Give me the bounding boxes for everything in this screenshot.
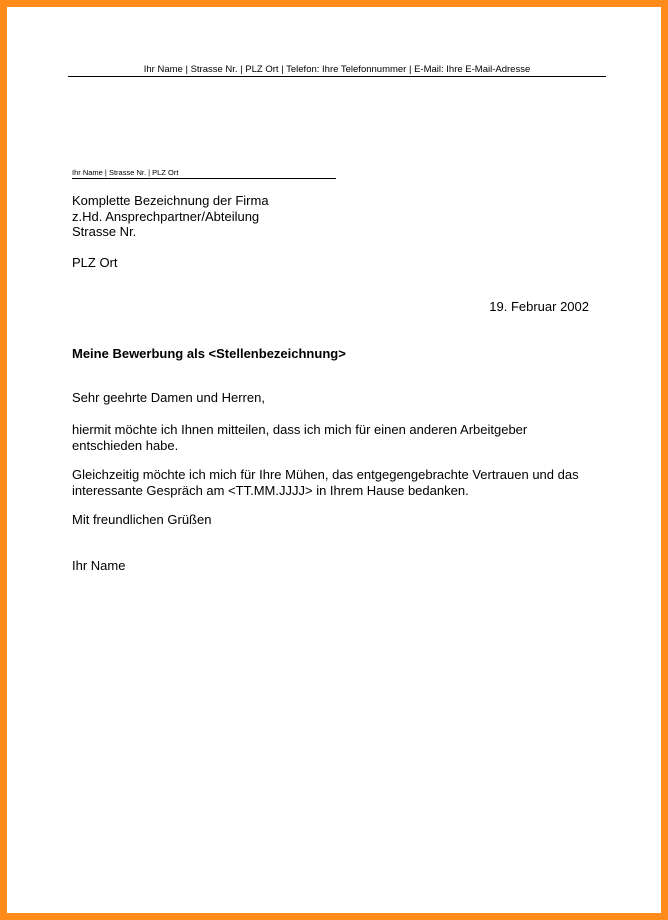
letter-salutation: Sehr geehrte Damen und Herren, <box>72 390 265 405</box>
letterhead-contact-line: Ihr Name | Strasse Nr. | PLZ Ort | Telefon: Ihre Telefonnummer | E-Mail: Ihre E-Mail-Adresse <box>68 64 606 77</box>
recipient-street: Strasse Nr. <box>72 224 137 239</box>
sender-address-line: Ihr Name | Strasse Nr. | PLZ Ort <box>72 168 336 179</box>
letter-closing: Mit freundlichen Grüßen <box>72 512 212 527</box>
letter-subject: Meine Bewerbung als <Stellenbezeichnung> <box>72 346 346 361</box>
letter-date: 19. Februar 2002 <box>489 299 589 314</box>
letter-paragraph-1: hiermit möchte ich Ihnen mitteilen, dass ich mich für einen anderen Arbeitgeber entschieden habe. <box>72 422 528 453</box>
letter-paragraph-2: Gleichzeitig möchte ich mich für Ihre Mühen, das entgegengebrachte Vertrauen und das interessante Gespräch am <TT.MM.JJJJ> in Ihrem Hause bedanken. <box>72 467 579 498</box>
letter-signature-name: Ihr Name <box>72 558 126 573</box>
recipient-address-block <box>72 193 269 240</box>
recipient-attention: z.Hd. Ansprechpartner/Abteilung <box>72 208 260 224</box>
recipient-city: PLZ Ort <box>72 255 118 270</box>
recipient-company: Komplette Bezeichnung der Firma <box>72 193 269 208</box>
